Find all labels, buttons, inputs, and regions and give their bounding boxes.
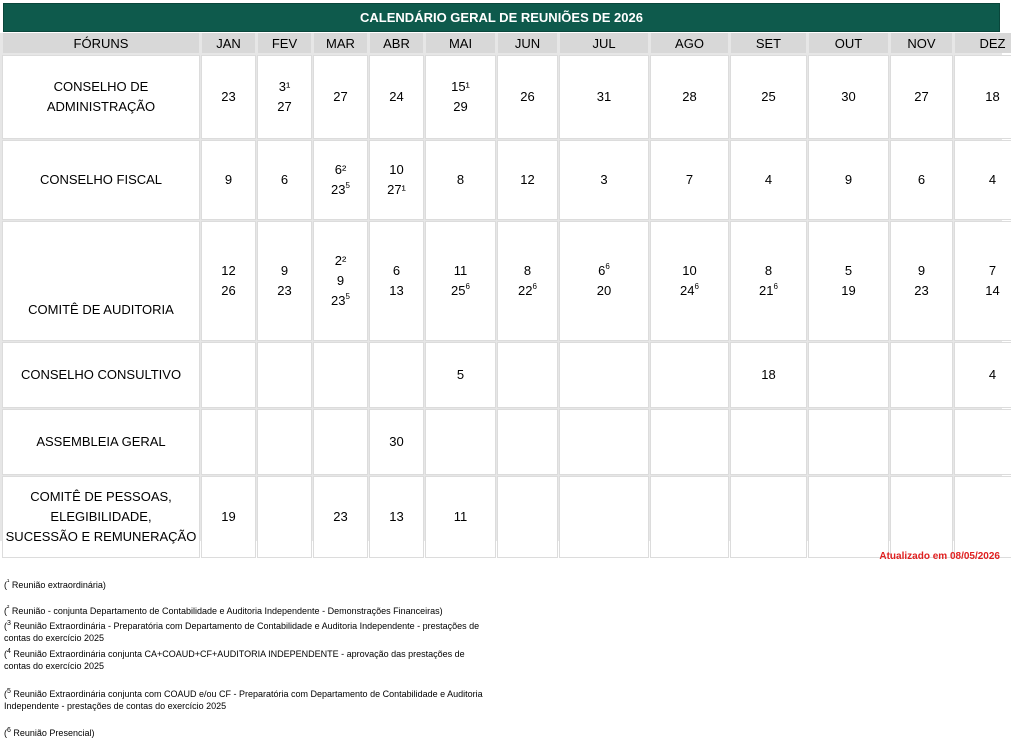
meeting-cell-jan: [202, 477, 255, 557]
meeting-cell-ago: [651, 141, 728, 219]
forum-name-line: SUCESSÃO E REMUNERAÇÃO: [5, 529, 197, 544]
meeting-cell-jul: [560, 477, 648, 557]
meeting-cell-jun: [498, 56, 557, 138]
meeting-date: 6: [280, 172, 289, 187]
meeting-cell-jan: [202, 343, 255, 407]
meeting-cell-fev: [258, 410, 311, 474]
meeting-cell-ago: [651, 222, 728, 340]
meeting-cell-set: [731, 222, 806, 340]
footnote-4: ($^4$ Reunião Extraordinária conjunta CA+COAUD+CF+AUDITORIA INDEPENDENTE - aprovação das prestações de contas do exercício 2025: [4, 648, 465, 671]
meeting-date: 20: [596, 283, 612, 298]
meeting-cell-mar: [314, 477, 367, 557]
meeting-date: 15¹: [451, 79, 470, 94]
meeting-date: 26: [520, 89, 535, 104]
meeting-date: 13: [389, 283, 404, 298]
meeting-date: 9: [280, 263, 289, 278]
footnote-mark: 6: [7, 727, 11, 734]
meeting-cell-nov: [891, 477, 952, 557]
footnote-marker: 6: [532, 282, 537, 291]
meeting-cell-nov: [891, 56, 952, 138]
meeting-date: 23: [221, 89, 236, 104]
footnote-mark: 5: [7, 688, 11, 695]
meeting-date: 8: [523, 263, 532, 278]
calendar-title: CALENDÁRIO GERAL DE REUNIÕES DE 2026: [3, 3, 1000, 32]
meeting-date: 12: [520, 172, 535, 187]
meeting-cell-abr: [370, 410, 423, 474]
meeting-date: 7: [988, 263, 997, 278]
meeting-cell-jul: [560, 141, 648, 219]
footnote-text: Reunião Extraordinária - Preparatória com Departamento de Contabilidade e Auditoria Independente - prestações de contas do exercício 2025: [4, 621, 480, 643]
meeting-cell-out: [809, 477, 888, 557]
forum-name: [3, 343, 199, 407]
meeting-date: 27: [914, 89, 929, 104]
meeting-cell-out: [809, 141, 888, 219]
meeting-cell-jun: [498, 410, 557, 474]
meeting-date: 8: [456, 172, 465, 187]
header-month-mai: MAI: [426, 33, 495, 53]
meeting-date: $22^6$: [518, 282, 537, 298]
meeting-cell-set: [731, 477, 806, 557]
meeting-date: 27: [277, 99, 292, 114]
forum-name-line: CONSELHO DE: [53, 79, 149, 94]
table-row: [3, 222, 1011, 340]
meeting-cell-nov: [891, 141, 952, 219]
footnote-text: Reunião - conjunta Departamento de Contabilidade e Auditoria Independente - Demonstrações Financeiras): [9, 606, 443, 616]
meeting-date: $23^5$: [331, 181, 350, 197]
meeting-cell-out: [809, 56, 888, 138]
meeting-cell-mar: [314, 343, 367, 407]
footnote-3: ($^3$ Reunião Extraordinária - Preparatória com Departamento de Contabilidade e Auditoria Independente - prestações de contas do exercício 2025: [4, 620, 480, 643]
table-row: [3, 410, 1011, 474]
meeting-date: 12: [221, 263, 236, 278]
meeting-cell-dez: [955, 343, 1011, 407]
meeting-cell-abr: [370, 56, 423, 138]
meeting-date: 9: [917, 263, 926, 278]
meeting-date: 24: [389, 89, 404, 104]
meeting-date: $23^5$: [331, 292, 350, 308]
meeting-cell-mai: [426, 56, 495, 138]
meeting-cell-nov: [891, 222, 952, 340]
table-row: [3, 343, 1011, 407]
meeting-date: 2²: [334, 253, 347, 268]
meeting-cell-set: [731, 343, 806, 407]
meeting-cell-ago: [651, 410, 728, 474]
meeting-date: 27¹: [387, 182, 406, 197]
meeting-date: 8: [764, 263, 773, 278]
forum-name-line: CONSELHO FISCAL: [39, 172, 163, 187]
footnote-text: Reunião Extraordinária conjunta com COAUD e/ou CF - Preparatória com Departamento de Contabilidade e Auditoria Independente - prestações de contas do exercício 2025: [4, 689, 483, 711]
meeting-date: 14: [985, 283, 1000, 298]
header-forums: FÓRUNS: [3, 33, 199, 53]
meeting-cell-mar: [314, 56, 367, 138]
meeting-date: $6^6$: [598, 262, 610, 278]
forum-name-line: ASSEMBLEIA GERAL: [36, 434, 166, 449]
meeting-cell-dez: [955, 141, 1011, 219]
meeting-cell-abr: [370, 141, 423, 219]
forum-name-line: COMITÊ DE AUDITORIA: [28, 302, 174, 317]
meeting-cell-out: [809, 343, 888, 407]
footnote-text: Reunião Extraordinária conjunta CA+COAUD+CF+AUDITORIA INDEPENDENTE - aprovação das prestações de contas do exercício 2025: [4, 649, 465, 671]
meeting-cell-abr: [370, 222, 423, 340]
meeting-date: 9: [224, 172, 233, 187]
meeting-date: 11: [453, 263, 468, 278]
meeting-date: 6: [392, 263, 401, 278]
forum-name-line: ELEGIBILIDADE,: [50, 509, 152, 524]
meeting-date: 31: [596, 89, 612, 104]
header-row: [3, 33, 1011, 53]
meeting-date: 23: [333, 509, 348, 524]
forum-name: [3, 477, 199, 557]
meeting-date: 29: [453, 99, 468, 114]
header-month-fev: FEV: [258, 33, 311, 53]
meeting-cell-jan: [202, 141, 255, 219]
meeting-date: 19: [841, 283, 856, 298]
meeting-date: 10: [389, 162, 404, 177]
footnote-marker: 6: [694, 282, 699, 291]
footnote-marker: 6: [465, 282, 470, 291]
meeting-date: 19: [221, 509, 236, 524]
meeting-cell-ago: [651, 56, 728, 138]
footnote-text: Reunião Presencial): [10, 728, 95, 738]
meeting-cell-mai: [426, 222, 495, 340]
table-row: [3, 141, 1011, 219]
meeting-date: $25^6$: [451, 282, 470, 298]
meeting-date: 18: [985, 89, 1000, 104]
meeting-cell-jan: [202, 56, 255, 138]
meeting-date: 11: [453, 509, 468, 524]
meeting-cell-mai: [426, 477, 495, 557]
meeting-cell-fev: [258, 56, 311, 138]
meeting-cell-abr: [370, 343, 423, 407]
meeting-cell-mar: [314, 222, 367, 340]
meeting-date: 3¹: [278, 79, 291, 94]
meeting-date: 5: [456, 367, 465, 382]
meeting-date: $21^6$: [759, 282, 778, 298]
header-month-out: OUT: [809, 33, 888, 53]
forum-name: [3, 222, 199, 340]
meeting-cell-nov: [891, 410, 952, 474]
meeting-cell-out: [809, 410, 888, 474]
meeting-cell-ago: [651, 343, 728, 407]
footnote-1: ($^{^1}$ Reunião extraordinária): [4, 579, 106, 590]
footnote-marker: 6: [605, 262, 610, 271]
meeting-date: 18: [761, 367, 776, 382]
meeting-date: 9: [336, 273, 345, 288]
meeting-cell-jul: [560, 343, 648, 407]
meeting-date: 23: [914, 283, 929, 298]
meeting-cell-set: [731, 56, 806, 138]
footnote-marker: 5: [345, 181, 350, 190]
footnote-mark: 4: [7, 648, 11, 655]
meeting-cell-set: [731, 410, 806, 474]
footnote-5: ($^5$ Reunião Extraordinária conjunta com COAUD e/ou CF - Preparatória com Departamento de Contabilidade e Auditoria Independente - prestações de contas do exercício 2025: [4, 688, 483, 711]
forum-name: [3, 141, 199, 219]
header-month-ago: AGO: [651, 33, 728, 53]
header-month-nov: NOV: [891, 33, 952, 53]
table-row: [3, 477, 1011, 557]
forum-name: [3, 56, 199, 138]
header-month-jun: JUN: [498, 33, 557, 53]
meeting-date: 25: [761, 89, 776, 104]
header-month-dez: DEZ: [955, 33, 1011, 53]
meeting-date: 27: [333, 89, 348, 104]
footnote-text: Reunião extraordinária): [9, 580, 106, 590]
meeting-cell-fev: [258, 222, 311, 340]
footnote-mark: 3: [7, 620, 11, 627]
meeting-date: 4: [764, 172, 773, 187]
meeting-cell-mai: [426, 141, 495, 219]
meeting-cell-abr: [370, 477, 423, 557]
forum-name-line: CONSELHO CONSULTIVO: [20, 367, 182, 382]
meeting-date: 28: [682, 89, 697, 104]
meeting-cell-mar: [314, 410, 367, 474]
meeting-cell-out: [809, 222, 888, 340]
meeting-date: 7: [685, 172, 694, 187]
meeting-cell-mai: [426, 343, 495, 407]
meeting-date: $24^6$: [680, 282, 699, 298]
footnote-marker: 5: [345, 292, 350, 301]
footnote-2: ($^{^2}$ Reunião - conjunta Departamento de Contabilidade e Auditoria Independente - Demonstrações Financeiras): [4, 605, 443, 616]
footnote-marker: 6: [773, 282, 778, 291]
meeting-cell-mar: [314, 141, 367, 219]
meeting-cell-fev: [258, 477, 311, 557]
meeting-date: 30: [389, 434, 404, 449]
header-month-abr: ABR: [370, 33, 423, 53]
meeting-date: 26: [221, 283, 236, 298]
table-body: [3, 56, 1011, 557]
meeting-date: 13: [389, 509, 404, 524]
meeting-cell-dez: [955, 410, 1011, 474]
meeting-date: 5: [844, 263, 853, 278]
meeting-date: 9: [844, 172, 853, 187]
meeting-cell-jun: [498, 343, 557, 407]
meeting-cell-jan: [202, 410, 255, 474]
meeting-cell-dez: [955, 477, 1011, 557]
meeting-cell-jun: [498, 477, 557, 557]
meeting-cell-ago: [651, 477, 728, 557]
meetings-table: [0, 30, 1011, 560]
meeting-date: 3: [600, 172, 608, 187]
forum-name-line: COMITÊ DE PESSOAS,: [30, 489, 172, 504]
meeting-cell-jun: [498, 141, 557, 219]
meeting-date: 30: [841, 89, 856, 104]
meeting-cell-fev: [258, 343, 311, 407]
meeting-cell-jul: [560, 222, 648, 340]
footnote-mark: ²: [7, 605, 10, 612]
meeting-cell-jul: [560, 410, 648, 474]
footnote-6: ($^6$ Reunião Presencial): [4, 727, 95, 738]
footnote-mark: ¹: [7, 579, 10, 586]
header-month-jan: JAN: [202, 33, 255, 53]
meeting-cell-dez: [955, 56, 1011, 138]
meeting-date: 10: [682, 263, 697, 278]
meeting-date: 6²: [334, 162, 347, 177]
header-month-jul: JUL: [560, 33, 648, 53]
meeting-cell-jan: [202, 222, 255, 340]
meeting-date: 4: [988, 172, 997, 187]
meeting-cell-jun: [498, 222, 557, 340]
meeting-cell-nov: [891, 343, 952, 407]
meeting-date: 6: [917, 172, 926, 187]
forum-name: [3, 410, 199, 474]
updated-date: Atualizado em 08/05/2026: [879, 551, 1000, 562]
meeting-cell-dez: [955, 222, 1011, 340]
table-row: [3, 56, 1011, 138]
meeting-cell-jul: [560, 56, 648, 138]
meeting-cell-set: [731, 141, 806, 219]
meeting-cell-fev: [258, 141, 311, 219]
meeting-cell-mai: [426, 410, 495, 474]
forum-name-line: ADMINISTRAÇÃO: [46, 99, 156, 114]
header-month-mar: MAR: [314, 33, 367, 53]
meeting-date: 4: [988, 367, 997, 382]
header-month-set: SET: [731, 33, 806, 53]
meeting-date: 23: [277, 283, 292, 298]
